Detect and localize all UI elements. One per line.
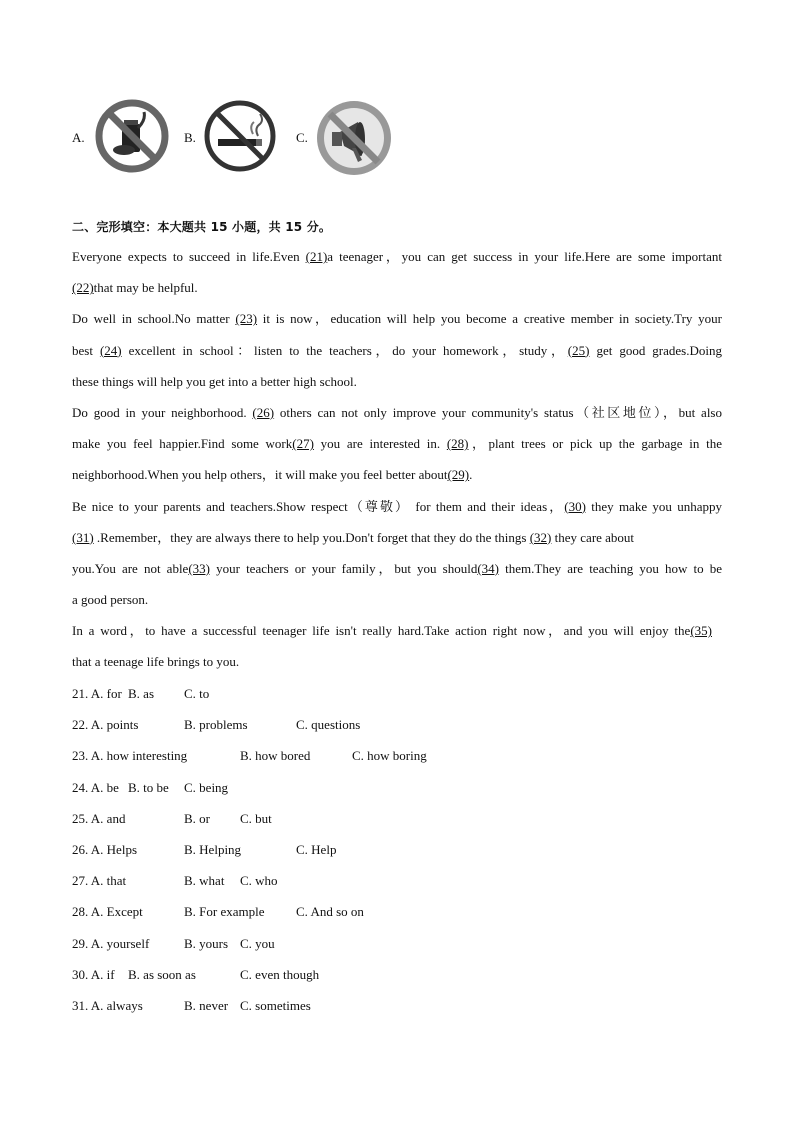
- blank-25[interactable]: (25): [567, 342, 590, 358]
- blank-33[interactable]: (33): [188, 560, 210, 576]
- blank-22[interactable]: (22): [72, 280, 94, 296]
- choice-c[interactable]: C. sometimes: [240, 998, 311, 1013]
- choice-b[interactable]: B. as: [128, 686, 154, 701]
- no-food-drink-sign-icon: [94, 98, 170, 174]
- choice-b[interactable]: B. or: [184, 811, 210, 826]
- choice-b[interactable]: B. For example: [184, 904, 265, 919]
- choice-a[interactable]: 30. A. if: [72, 967, 115, 982]
- passage-line: (31) .Remember，they are always there to help you.Don't forget that they do the things (32) they care about: [72, 529, 635, 545]
- choice-a[interactable]: 27. A. that: [72, 873, 127, 888]
- blank-28[interactable]: (28): [446, 436, 469, 452]
- passage-line: that a teenage life brings to you.: [72, 654, 240, 670]
- choice-a[interactable]: 23. A. how interesting: [72, 748, 188, 763]
- option-a-label: A.: [72, 130, 85, 145]
- passage-line: Be nice to your parents and teachers.Show respect（尊敬） for them and their ideas，(30) they make you unhappy: [72, 498, 722, 514]
- blank-23[interactable]: (23): [235, 311, 258, 327]
- option-c-label: C.: [296, 130, 308, 145]
- blank-34[interactable]: (34): [477, 560, 500, 576]
- blank-35[interactable]: (35): [690, 623, 712, 639]
- no-loudspeaker-sign-icon: [314, 98, 394, 178]
- choice-b[interactable]: B. Helping: [184, 842, 242, 857]
- blank-29[interactable]: (29): [447, 467, 470, 483]
- blank-31[interactable]: (31): [72, 529, 94, 545]
- choice-a[interactable]: 31. A. always: [72, 998, 143, 1013]
- blank-24[interactable]: (24): [99, 342, 122, 358]
- choice-c[interactable]: C. being: [184, 780, 229, 795]
- passage-line: Everyone expects to succeed in life.Even (21)a teenager，you can get success in your life.Here are some important: [72, 249, 722, 264]
- choice-c[interactable]: C. questions: [296, 717, 361, 732]
- passage-line: a good person.: [72, 592, 149, 608]
- choice-b[interactable]: B. as soon as: [128, 967, 196, 982]
- passage-line: make you feel happier.Find some work(27) you are interested in. (28)，plant trees or pick up the garbage in the: [72, 436, 722, 452]
- cloze-passage: [72, 246, 722, 683]
- no-smoking-sign-icon: [202, 98, 278, 174]
- choice-b[interactable]: B. what: [184, 873, 225, 888]
- blank-32[interactable]: (32): [529, 529, 552, 545]
- blank-30[interactable]: (30): [564, 498, 586, 514]
- choice-a[interactable]: 28. A. Except: [72, 904, 143, 919]
- choice-b[interactable]: B. yours: [184, 936, 229, 951]
- choice-a[interactable]: 22. A. points: [72, 717, 139, 732]
- choice-a[interactable]: 21. A. for: [72, 686, 122, 701]
- choice-c[interactable]: C. how boring: [352, 748, 427, 763]
- choice-b[interactable]: B. to be: [128, 780, 169, 795]
- choice-c[interactable]: C. And so on: [296, 904, 364, 919]
- choice-a[interactable]: 25. A. and: [72, 811, 126, 826]
- choice-c[interactable]: C. even though: [240, 967, 320, 982]
- passage-line: In a word，to have a successful teenager life isn't really hard.Take action right now，and you will enjoy the(35): [72, 623, 712, 639]
- passage-line: Do good in your neighborhood. (26) others can not only improve your community's status（社区地位），but also: [72, 404, 722, 420]
- section-title: 二、完形填空：本大题共 15 小题，共 15 分。: [72, 220, 332, 234]
- choice-c[interactable]: C. but: [240, 811, 272, 826]
- choice-c[interactable]: C. to: [184, 686, 210, 701]
- passage-line: (22)that may be helpful.: [72, 280, 198, 296]
- choice-a[interactable]: 24. A. be: [72, 780, 119, 795]
- option-b-label: B.: [184, 130, 196, 145]
- choice-a[interactable]: 29. A. yourself: [72, 936, 150, 951]
- passage-line: Do well in school.No matter (23) it is now，education will help you become a creative member in society.Try your: [72, 311, 722, 327]
- passage-line: best (24) excellent in school：listen to the teachers，do your homework，study，(25) get good grades.Doing: [72, 342, 722, 358]
- choice-c[interactable]: C. you: [240, 936, 275, 951]
- blank-27[interactable]: (27): [292, 436, 314, 452]
- choice-b[interactable]: B. how bored: [240, 748, 311, 763]
- passage-line: you.You are not able(33) your teachers or your family，but you should(34) them.They are teaching you how to be: [72, 560, 722, 576]
- choice-b[interactable]: B. problems: [184, 717, 248, 732]
- blank-26[interactable]: (26): [252, 404, 275, 420]
- passage-line: these things will help you get into a better high school.: [72, 373, 357, 389]
- passage-line: neighborhood.When you help others，it will make you feel better about(29).: [72, 467, 473, 483]
- choice-c[interactable]: C. who: [240, 873, 278, 888]
- blank-21[interactable]: (21): [305, 249, 328, 264]
- choice-c[interactable]: C. Help: [296, 842, 337, 857]
- choice-b[interactable]: B. never: [184, 998, 229, 1013]
- choice-a[interactable]: 26. A. Helps: [72, 842, 137, 857]
